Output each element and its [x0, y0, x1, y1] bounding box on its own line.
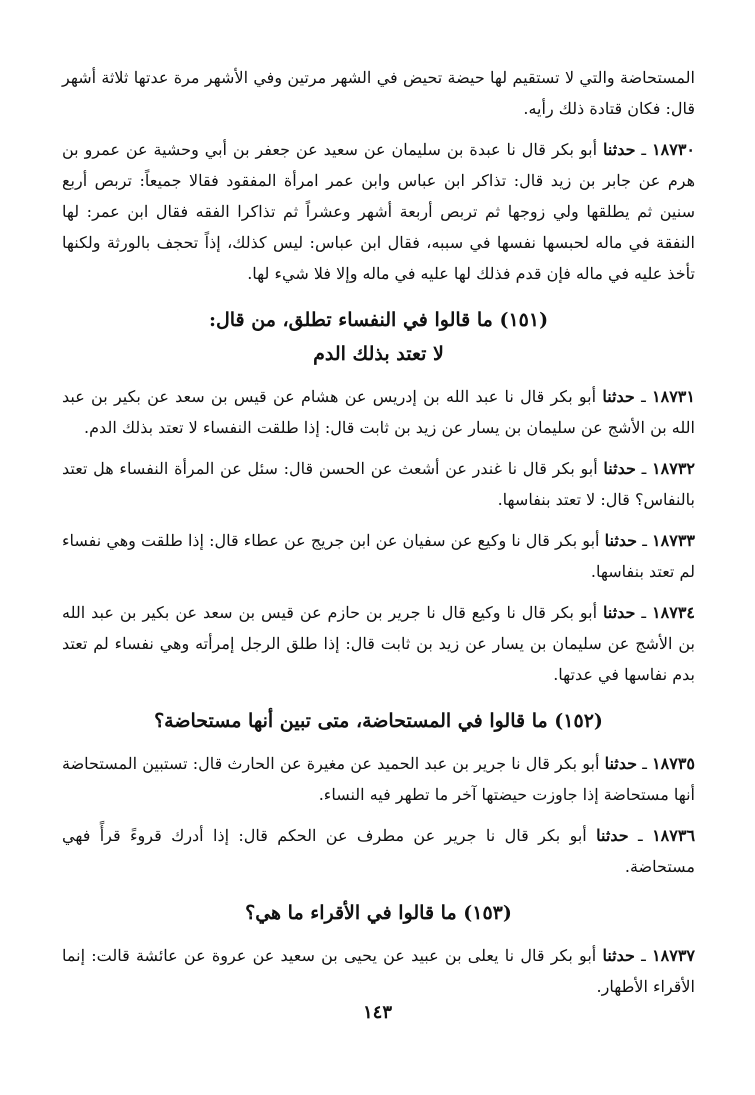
page-body: [62, 62, 695, 1002]
hadith-text: أبو بكر قال نا غندر عن أشعث عن الحسن قال: سئل عن المرأة النفساء هل تعتد بالنفاس؟ قال: لا تعتد بنفاسها.: [62, 459, 695, 509]
hadith-text: أبو بكر قال نا عبدة بن سليمان عن سعيد عن جعفر بن أبي وحشية عن عمرو بن هرم عن جابر بن زيد قال: تذاكر ابن عباس وابن عمر امرأة المفقود فقالا جميعاً: تربص أربع سنين ثم يطلقها ولي زوجها ثم تربص أربعة أشهر وعشراً ثم تذاكرا الفقه فقال ابن عمر: لها النفقة في ماله لحبسها نفسها في سببه، فقال ابن عباس: ليس كذلك، إذاً تحجف بالورثة ولكنها تأخذ عليه في ماله فإن قدم فذلك لها عليه في ماله وإلا فلا شيء لها.: [62, 140, 695, 283]
hadith-number: ١٨٧٣٧: [652, 946, 696, 965]
hadith-lead-word: حدثنا: [603, 459, 636, 478]
hadith-entry: ١٨٧٣٠ ـ حدثنا أبو بكر قال نا عبدة بن سليمان عن سعيد عن جعفر بن أبي وحشية عن عمرو بن هرم عن جابر بن زيد قال: تذاكر ابن عباس وابن عمر امرأة المفقود فقالا جميعاً: تربص أربع سنين ثم يطلقها ولي زوجها ثم تربص أربعة أشهر وعشراً ثم تذاكرا الفقه فقال ابن عمر: لها النفقة في ماله لحبسها نفسها في سببه، فقال ابن عباس: ليس كذلك، إذاً تحجف بالورثة ولكنها تأخذ عليه في ماله فإن قدم فذلك لها عليه في ماله وإلا فلا شيء لها.: [62, 140, 696, 283]
hadith-number: ١٨٧٣٦: [652, 826, 696, 845]
hadith-text: أبو بكر قال نا جرير بن عبد الحميد عن مغيرة عن الحارث قال: تستبين المستحاضة أنها مستحاضة إذا جاوزت حيضتها آخر ما تطهر فيه النساء.: [62, 754, 695, 804]
hadith-text: أبو بكر قال نا جرير عن مطرف عن الحكم قال: إذا أدرك قروءً قرأً فهي مستحاضة.: [62, 826, 695, 876]
page-number: ١٤٣: [362, 1002, 392, 1023]
hadith-text: أبو بكر قال نا عبد الله بن إدريس عن هشام عن قيس بن سعد عن بكير بن عبد الله بن الأشج عن سليمان بن يسار عن زيد بن ثابت قال: إذا طلقت النفساء لا تعتد بذلك الدم.: [62, 387, 695, 437]
hadith-entry: ١٨٧٣٥ ـ حدثنا أبو بكر قال نا جرير بن عبد الحميد عن مغيرة عن الحارث قال: تستبين المستحاضة أنها مستحاضة إذا جاوزت حيضتها آخر ما تطهر فيه النساء.: [62, 754, 695, 804]
hadith-number: ١٨٧٣٣: [652, 531, 696, 550]
hadith-entry: ١٨٧٣٢ ـ حدثنا أبو بكر قال نا غندر عن أشعث عن الحسن قال: سئل عن المرأة النفساء هل تعتد بالنفاس؟ قال: لا تعتد بنفاسها.: [62, 459, 696, 509]
hadith-number: ١٨٧٣٢: [652, 459, 696, 478]
hadith-lead-word: حدثنا: [602, 387, 635, 406]
hadith-text: أبو بكر قال نا وكيع عن سفيان عن ابن جريج عن عطاء قال: إذا طلقت وهي نفساء لم تعتد بنفاسها.: [62, 531, 695, 581]
hadith-number: ١٨٧٣١: [652, 387, 695, 406]
hadith-entry: ١٨٧٣٣ ـ حدثنا أبو بكر قال نا وكيع عن سفيان عن ابن جريج عن عطاء قال: إذا طلقت وهي نفساء لم تعتد بنفاسها.: [62, 531, 696, 581]
hadith-lead-word: حدثنا: [603, 140, 636, 159]
section-heading-line: لا تعتد بذلك الدم: [313, 343, 444, 365]
hadith-entry: ١٨٧٣٦ ـ حدثنا أبو بكر قال نا جرير عن مطرف عن الحكم قال: إذا أدرك قروءً قرأً فهي مستحاضة.: [62, 826, 696, 876]
hadith-lead-word: حدثنا: [596, 826, 629, 845]
hadith-text: أبو بكر قال نا وكيع قال نا جرير بن حازم عن قيس بن سعد عن بكير بن عبد الله بن الأشج عن سليمان بن يسار عن زيد بن ثابت قال: إذا طلق الرجل إمرأته وهي نفساء لم تعتد بدم نفاسها في عدتها.: [62, 603, 695, 684]
section-heading-line: (١٥٢) ما قالوا في المستحاضة، متى تبين أنها مستحاضة؟: [154, 710, 603, 732]
section-heading: [62, 704, 695, 738]
section-heading-line: (١٥٣) ما قالوا في الأقراء ما هي؟: [245, 902, 512, 924]
hadith-lead-word: حدثنا: [604, 754, 638, 773]
hadith-number: ١٨٧٣٠: [652, 140, 696, 159]
hadith-entry: ١٨٧٣١ ـ حدثنا أبو بكر قال نا عبد الله بن إدريس عن هشام عن قيس بن سعد عن بكير بن عبد الله بن الأشج عن سليمان بن يسار عن زيد بن ثابت قال: إذا طلقت النفساء لا تعتد بذلك الدم.: [62, 387, 695, 437]
hadith-number: ١٨٧٣٥: [652, 754, 695, 773]
hadith-entry: ١٨٧٣٤ ـ حدثنا أبو بكر قال نا وكيع قال نا جرير بن حازم عن قيس بن سعد عن بكير بن عبد الله بن الأشج عن سليمان بن يسار عن زيد بن ثابت قال: إذا طلق الرجل إمرأته وهي نفساء لم تعتد بدم نفاسها في عدتها.: [62, 603, 696, 684]
hadith-lead-word: حدثنا: [602, 946, 635, 965]
paragraph: [62, 62, 695, 124]
section-heading: [62, 896, 695, 930]
section-heading: [62, 303, 695, 371]
hadith-number: ١٨٧٣٤: [652, 603, 696, 622]
hadith-entry: ١٨٧٣٧ ـ حدثنا أبو بكر قال نا يعلى بن عبيد عن يحيى بن سعيد عن عروة عن عائشة قالت: إنما الأقراء الأطهار.: [62, 946, 696, 996]
hadith-text: المستحاضة والتي لا تستقيم لها حيضة تحيض في الشهر مرتين وفي الأشهر مرة عدتها ثلاثة أشهر قال: فكان قتادة ذلك رأيه.: [62, 68, 696, 118]
section-heading-line: (١٥١) ما قالوا في النفساء تطلق، من قال:: [208, 309, 549, 331]
hadith-lead-word: حدثنا: [603, 603, 636, 622]
hadith-lead-word: حدثنا: [604, 531, 638, 550]
hadith-text: أبو بكر قال نا يعلى بن عبيد عن يحيى بن سعيد عن عروة عن عائشة قالت: إنما الأقراء الأطهار.: [62, 946, 695, 996]
